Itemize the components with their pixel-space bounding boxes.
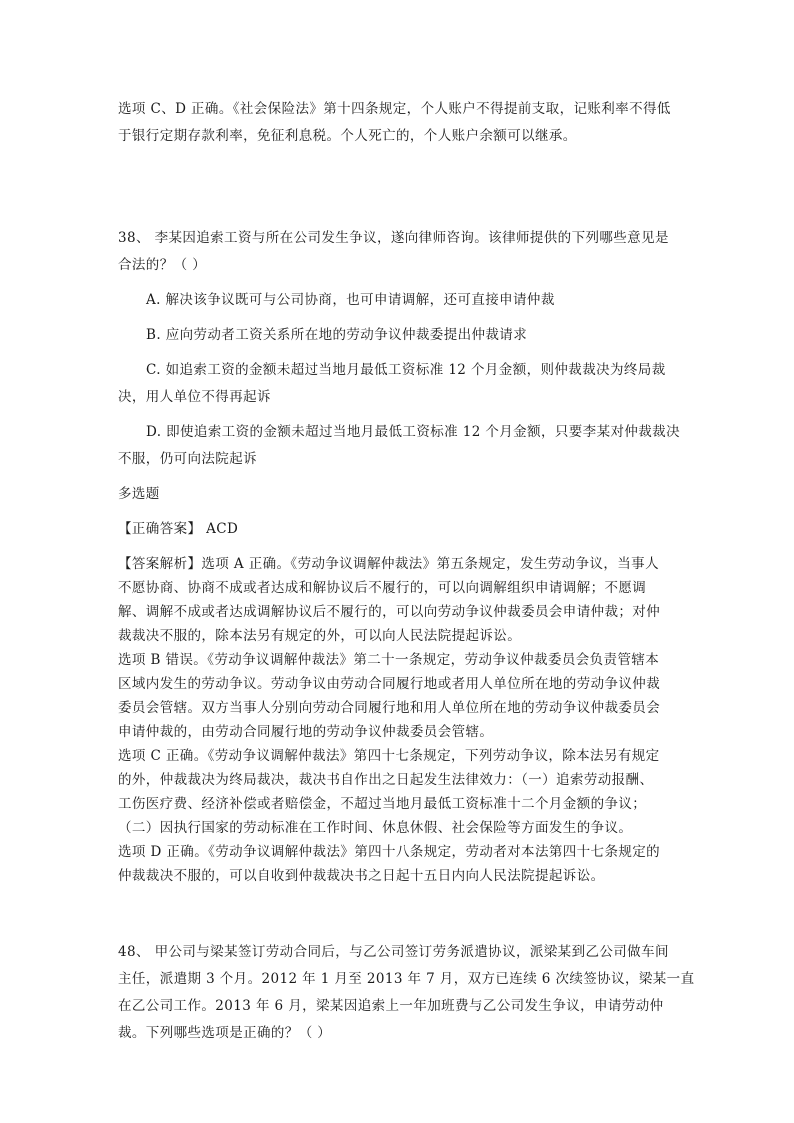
answer-analysis-line: 委员会管辖。双方当事人分别向劳动合同履行地和用人单位所在地的劳动争议仲裁委员会 <box>118 700 661 716</box>
answer-analysis-line: 解、调解不成或者达成调解协议后不履行的，可以向劳动争议仲裁委员会申请仲裁；对仲 <box>118 604 661 620</box>
answer-analysis-line: 申请仲裁的，由劳动合同履行地的劳动争议仲裁委员会管辖。 <box>118 724 494 740</box>
question-48-stem: 裁。下列哪些选项是正确的？（ ） <box>118 1025 332 1041</box>
option-d: 不服，仍可向法院起诉 <box>118 451 257 467</box>
answer-analysis-line: 选项 D 正确。《劳动争议调解仲裁法》第四十八条规定，劳动者对本法第四十七条规定的 <box>118 844 661 860</box>
option-a: A. 解决该争议既可与公司协商，也可申请调解，还可直接申请仲裁 <box>146 292 555 308</box>
question-38-stem: 38、 李某因追索工资与所在公司发生争议，遂向律师咨询。该律师提供的下列哪些意见是 <box>118 230 669 246</box>
prev-explanation-line: 于银行定期存款利率，免征利息税。个人死亡的，个人账户余额可以继承。 <box>118 128 577 144</box>
question-48-stem: 在乙公司工作。2013 年 6 月，梁某因追索上一年加班费与乙公司发生争议，申请劳动仲 <box>118 998 664 1014</box>
answer-analysis-line: 选项 C 正确。《劳动争议调解仲裁法》第四十七条规定，下列劳动争议，除本法另有规定 <box>118 748 660 764</box>
answer-analysis-line: 的外，仲裁裁决为终局裁决，裁决书自作出之日起发生法律效力：（一）追索劳动报酬、 <box>118 772 654 788</box>
answer-analysis-line: 裁裁决不服的，除本法另有规定的外，可以向人民法院提起诉讼。 <box>118 628 522 644</box>
option-c: 决，用人单位不得再起诉 <box>118 389 271 405</box>
answer-analysis-line: 【答案解析】选项 A 正确。《劳动争议调解仲裁法》第五条规定，发生劳动争议，当事人 <box>118 556 659 572</box>
answer-analysis-line: 不愿协商、协商不成或者达成和解协议后不履行的，可以向调解组织申请调解；不愿调 <box>118 580 647 596</box>
answer-analysis-line: 选项 B 错误。《劳动争议调解仲裁法》第二十一条规定，劳动争议仲裁委员会负责管辖本 <box>118 652 660 668</box>
question-48-stem: 48、 甲公司与梁某签订劳动合同后，与乙公司签订劳务派遣协议，派梁某到乙公司做车间 <box>118 944 669 960</box>
option-d: D. 即使追索工资的金额未超过当地月最低工资标准 12 个月金额，只要李某对仲裁裁决 <box>146 424 680 440</box>
correct-answer: 【正确答案】 ACD <box>118 521 239 537</box>
answer-analysis-line: 区域内发生的劳动争议。劳动争议由劳动合同履行地或者用人单位所在地的劳动争议仲裁 <box>118 676 661 692</box>
answer-analysis-line: （二）因执行国家的劳动标准在工作时间、休息休假、社会保险等方面发生的争议。 <box>118 820 633 836</box>
question-48-stem: 主任，派遣期 3 个月。2012 年 1 月至 2013 年 7 月，双方已连续 6 次续签协议，梁某一直 <box>118 971 695 987</box>
option-c: C. 如追索工资的金额未超过当地月最低工资标准 12 个月金额，则仲裁裁决为终局裁 <box>146 362 666 378</box>
question-type: 多选题 <box>118 486 160 502</box>
prev-explanation-line: 选项 C、D 正确。《社会保险法》第十四条规定，个人账户不得提前支取，记账利率不得低 <box>118 101 671 117</box>
answer-analysis-line: 仲裁裁决不服的，可以自收到仲裁裁决书之日起十五日内向人民法院提起诉讼。 <box>118 868 605 884</box>
option-b: B. 应向劳动者工资关系所在地的劳动争议仲裁委提出仲裁请求 <box>146 327 528 343</box>
answer-analysis-line: 工伤医疗费、经济补偿或者赔偿金，不超过当地月最低工资标准十二个月金额的争议； <box>118 796 647 812</box>
question-38-stem: 合法的？（ ） <box>118 257 207 273</box>
